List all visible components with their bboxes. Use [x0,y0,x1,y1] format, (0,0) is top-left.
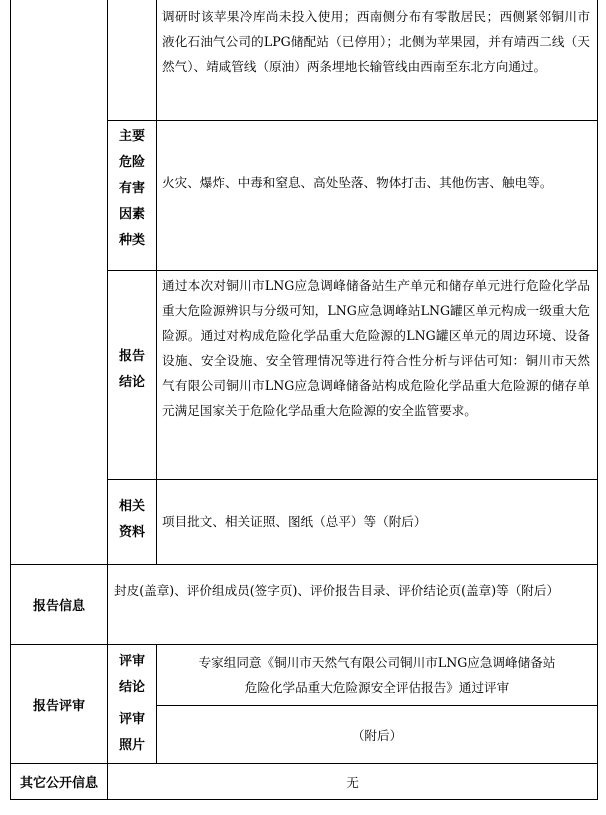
review-label: 报告评审 [32,698,85,714]
hazards-label-line: 危险 [118,155,145,170]
row-divider-2 [107,270,598,271]
conclusion-text: 通过本次对铜川市LNG应急调峰储备站生产单元和储存单元进行危险化学品重大危险源辨识与分级可知，LNG应急调峰站LNG罐区单元构成一级重大危险源。通过对构成危险化学品重大危险源的LNG罐区单元的周边环境、设备设施、安全设施、安全管理情况等进行符合性分析与评估可知：铜川市天然气有限公司铜川市LNG应急调峰储备站构成危险化学品重大危险源的储存单元满足国家关于危险化学品重大危险源的安全监管要求。 [162,278,590,418]
review-conclusion-label-line: 结论 [118,680,145,695]
other-info-text: 无 [346,775,359,790]
review-conclusion-line: 专家组同意《铜川市天然气有限公司铜川市LNG应急调峰储备站 [198,655,556,670]
hazards-label [108,124,156,268]
hazards-label-line: 种类 [118,233,145,248]
table-border-bottom [10,799,598,800]
review-conclusion-label-line: 评审 [118,654,145,669]
review-conclusion-line: 危险化学品重大危险源安全评估报告》通过评审 [244,680,510,695]
row-divider-1 [107,120,598,121]
materials-text: 项目批文、相关证照、图纸（总平）等（附后） [162,514,427,529]
report-info-label: 报告信息 [32,599,85,614]
materials-label-line: 相关 [118,499,145,514]
review-conclusion-label [108,649,156,703]
hazards-label-line: 因素 [118,207,145,222]
review-photo-label [108,707,156,761]
review-photo-label-line: 照片 [118,738,145,753]
hazards-label-line: 主要 [118,129,145,144]
hazards-label-line: 有害 [118,181,145,196]
report-info-text: 封皮(盖章)、评价组成员(签字页)、评价报告目录、评价结论页(盖章)等（附后） [114,583,560,598]
review-photo-text: （附后） [351,728,403,743]
review-photo-label-line: 评审 [118,712,145,727]
materials-label-line: 资料 [118,525,145,540]
materials-label [108,494,156,550]
conclusion-label-line: 报告 [118,349,145,364]
row-divider-3 [107,479,598,480]
hazards-text: 火灾、爆炸、中毒和窒息、高处坠落、物体打击、其他伤害、触电等。 [162,175,553,190]
other-info-label: 其它公开信息 [19,776,98,791]
conclusion-label [108,344,156,404]
review-conclusion-text [157,645,597,705]
survey-text: 调研时该苹果冷库尚未投入使用；西南侧分布有零散居民；西侧紧邻铜川市液化石油气公司的LPG储配站（已停用）；北侧为苹果园，并有靖西二线（天然气）、靖咸管线（原油）两条埋地长输管线由西南至东北方向通过。 [162,9,590,74]
conclusion-label-line: 结论 [118,375,145,390]
